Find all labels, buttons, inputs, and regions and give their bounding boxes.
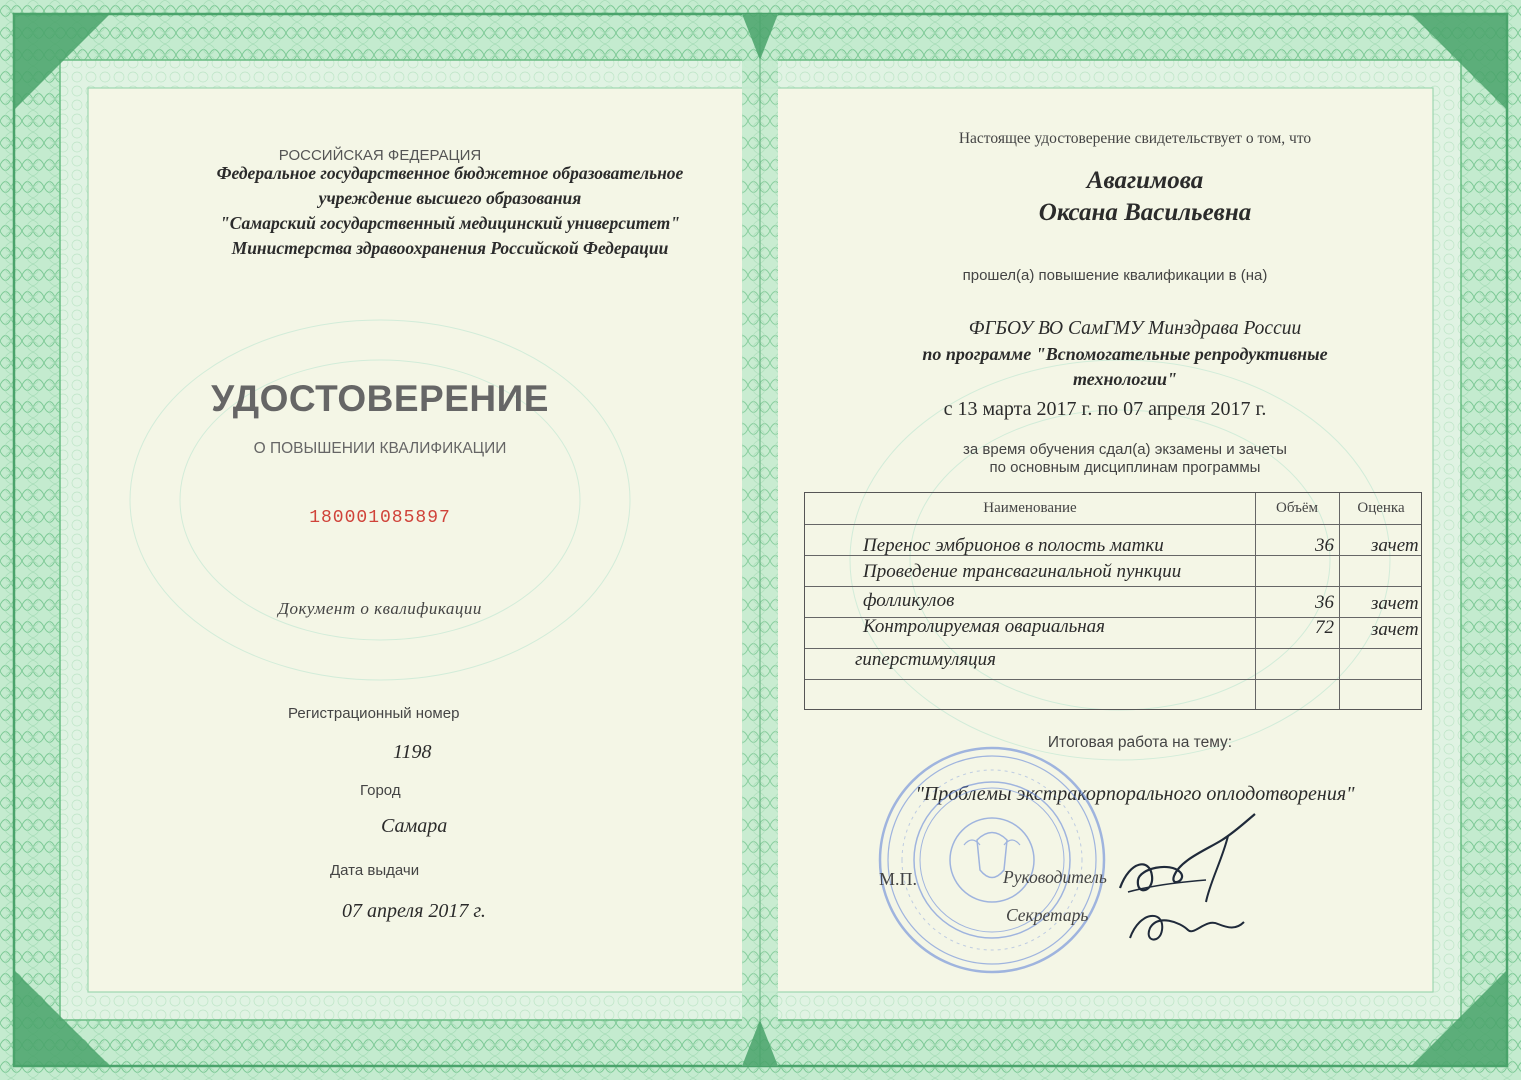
final-work-label: Итоговая работа на тему: bbox=[1047, 734, 1233, 751]
registration-number-label: Регистрационный номер bbox=[288, 705, 460, 722]
issue-date-value: 07 апреля 2017 г. bbox=[342, 900, 486, 922]
table-header-name: Наименование bbox=[983, 500, 1077, 516]
registration-number-value: 1198 bbox=[393, 741, 432, 763]
table-row-3-name-line-1: Контролируемая овариальная bbox=[863, 616, 1106, 637]
head-signature bbox=[1110, 810, 1270, 950]
city-label: Город bbox=[360, 782, 401, 799]
disciplines-table bbox=[804, 492, 1422, 710]
intro-text: Настоящее удостоверение свидетельствует о том, что bbox=[958, 130, 1312, 147]
institution-name: ФГБОУ ВО СамГМУ Минздрава России bbox=[968, 318, 1302, 339]
table-row-3-volume: 72 bbox=[1315, 617, 1334, 638]
table-header-grade: Оценка bbox=[1357, 500, 1405, 516]
recipient-given-names: Оксана Васильевна bbox=[1038, 199, 1252, 226]
table-row-3-grade: зачет bbox=[1371, 619, 1419, 640]
org-line-4: Министерства здравоохранения Российской Федерации bbox=[231, 238, 669, 258]
official-seal-stamp bbox=[872, 740, 1112, 980]
country-label: РОССИЙСКАЯ ФЕДЕРАЦИЯ bbox=[278, 147, 482, 164]
serial-number: 180001085897 bbox=[309, 508, 451, 528]
org-line-2: учреждение высшего образования bbox=[318, 188, 582, 208]
table-row-2-name-line-1: Проведение трансвагинальной пункции bbox=[863, 561, 1182, 582]
stamp-place-label: М.П. bbox=[879, 869, 918, 889]
table-row-1-volume: 36 bbox=[1315, 535, 1334, 556]
program-line-1: по программе "Вспомогательные репродуктивные bbox=[922, 344, 1328, 364]
org-line-3: "Самарский государственный медицинский университет" bbox=[220, 213, 680, 233]
city-value: Самара bbox=[381, 815, 448, 837]
secretary-signature-label: Секретарь bbox=[1006, 905, 1089, 925]
exams-text-line-1: за время обучения сдал(а) экзамены и зачеты bbox=[963, 441, 1287, 458]
document-title: УДОСТОВЕРЕНИЕ bbox=[211, 378, 549, 419]
program-line-2: технологии" bbox=[1073, 369, 1177, 389]
table-row-2-grade: зачет bbox=[1371, 593, 1419, 614]
org-line-1: Федеральное государственное бюджетное образовательное bbox=[216, 163, 684, 183]
table-row-2-name-line-2: фолликулов bbox=[863, 590, 955, 611]
issue-date-label: Дата выдачи bbox=[330, 862, 420, 879]
document-subtitle: О ПОВЫШЕНИИ КВАЛИФИКАЦИИ bbox=[253, 440, 507, 457]
table-row-2-volume: 36 bbox=[1315, 592, 1334, 613]
table-row-1-grade: зачет bbox=[1371, 535, 1419, 556]
table-header-volume: Объём bbox=[1276, 500, 1318, 516]
document-type: Документ о квалификации bbox=[278, 599, 482, 618]
recipient-surname: Авагимова bbox=[1086, 167, 1204, 194]
table-row-3-name-line-2: гиперстимуляция bbox=[855, 649, 996, 670]
table-row-1-name: Перенос эмбрионов в полость матки bbox=[863, 535, 1164, 556]
final-work-title: "Проблемы экстракорпорального оплодотворения" bbox=[915, 783, 1355, 805]
head-signature-label: Руководитель bbox=[1003, 867, 1107, 887]
exams-text-line-2: по основным дисциплинам программы bbox=[989, 459, 1261, 476]
passed-text: прошел(а) повышение квалификации в (на) bbox=[962, 267, 1268, 284]
study-period: с 13 марта 2017 г. по 07 апреля 2017 г. bbox=[943, 398, 1267, 420]
